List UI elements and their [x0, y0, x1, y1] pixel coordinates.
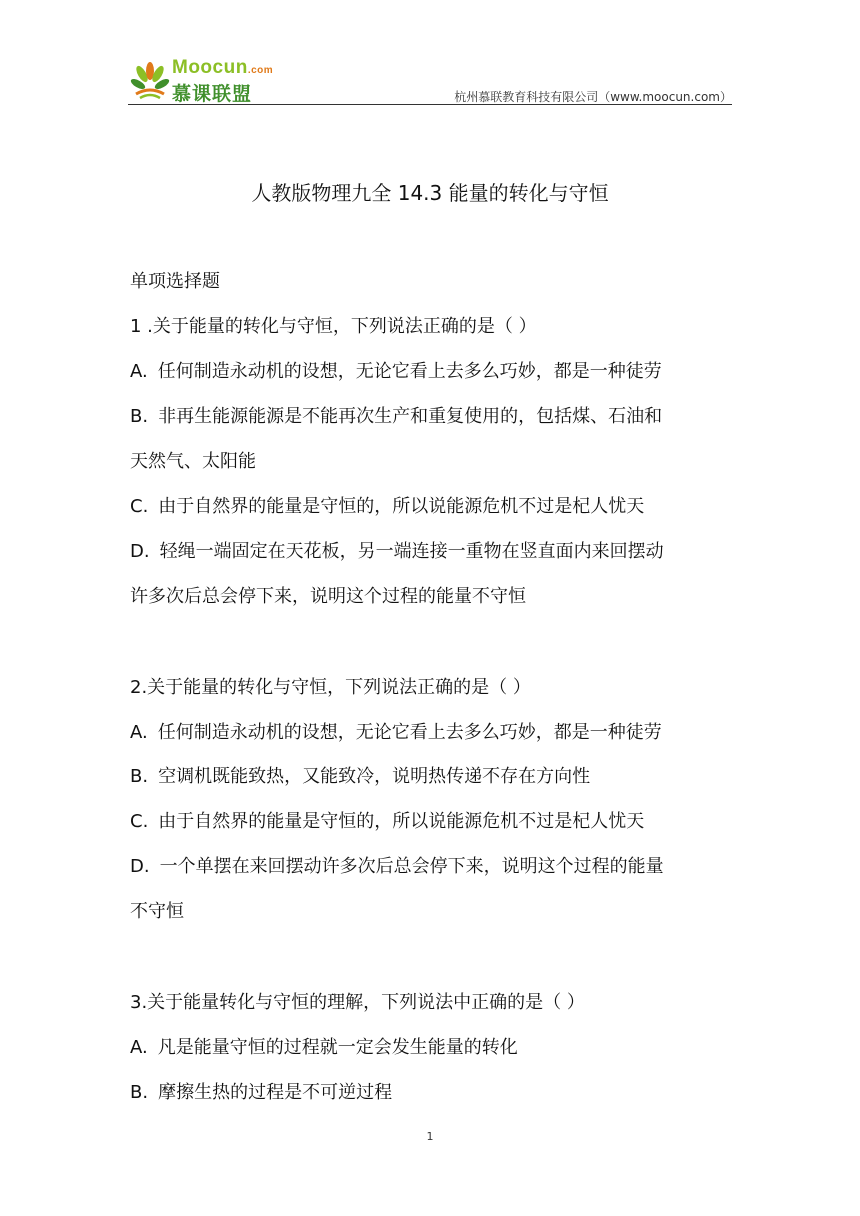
logo-english-text: Moocun.com	[172, 57, 274, 78]
q1-option-d	[130, 540, 664, 564]
option-letter: C.	[130, 496, 149, 517]
option-text: 由于自然界的能量是守恒的，所以说能源危机不过是杞人忧天	[158, 811, 645, 832]
q3-option-a	[130, 1036, 518, 1060]
company-name: 杭州慕联教育科技有限公司（www.moocun.com）	[454, 90, 732, 104]
option-letter: D.	[130, 541, 150, 562]
option-text: 空调机既能致热，又能致冷，说明热传递不存在方向性	[158, 766, 591, 787]
option-text: 非再生能源能源是不能再次生产和重复使用的，包括煤、石油和	[158, 406, 663, 427]
q2-option-d	[130, 855, 664, 879]
question-1-stem: 1 .关于能量的转化与守恒，下列说法正确的是（ ）	[130, 316, 537, 337]
q2-option-d-continued: 不守恒	[130, 901, 184, 922]
option-text: 摩擦生热的过程是不可逆过程	[158, 1082, 393, 1103]
q1-option-a	[130, 360, 662, 384]
q1-option-d-continued: 许多次后总会停下来，说明这个过程的能量不守恒	[130, 586, 526, 607]
question-3-stem: 3.关于能量转化与守恒的理解，下列说法中正确的是（ ）	[130, 992, 585, 1013]
option-text: 任何制造永动机的设想，无论它看上去多么巧妙，都是一种徒劳	[157, 722, 662, 743]
q1-option-c	[130, 495, 644, 519]
option-letter: B.	[130, 1082, 149, 1103]
option-text: 任何制造永动机的设想，无论它看上去多么巧妙，都是一种徒劳	[157, 361, 662, 382]
option-letter: A.	[130, 722, 148, 743]
q2-option-b	[130, 765, 590, 789]
header-divider	[128, 104, 732, 105]
option-text: 一个单摆在来回摆动许多次后总会停下来，说明这个过程的能量	[159, 856, 664, 877]
option-letter: A.	[130, 1037, 148, 1058]
document-title: 人教版物理九全 14.3 能量的转化与守恒	[251, 181, 609, 205]
page-number: 1	[426, 1130, 434, 1143]
option-text: 凡是能量守恒的过程就一定会发生能量的转化	[157, 1037, 518, 1058]
flower-logo-icon	[130, 62, 170, 100]
q1-option-b	[130, 405, 662, 429]
q2-option-a	[130, 721, 662, 745]
q1-option-b-continued: 天然气、太阳能	[130, 451, 256, 472]
option-letter: C.	[130, 811, 149, 832]
logo-chinese-text: 慕课联盟	[172, 83, 253, 105]
question-2-stem: 2.关于能量的转化与守恒，下列说法正确的是（ ）	[130, 677, 531, 698]
option-letter: B.	[130, 406, 149, 427]
option-letter: B.	[130, 766, 149, 787]
option-letter: D.	[130, 856, 150, 877]
logo-com-suffix: .com	[247, 65, 274, 76]
page-header	[128, 56, 732, 106]
q3-option-b	[130, 1081, 392, 1105]
option-text: 轻绳一端固定在天花板，另一端连接一重物在竖直面内来回摆动	[159, 541, 664, 562]
option-text: 由于自然界的能量是守恒的，所以说能源危机不过是杞人忧天	[158, 496, 645, 517]
option-letter: A.	[130, 361, 148, 382]
q2-option-c	[130, 810, 644, 834]
section-heading: 单项选择题	[130, 271, 220, 292]
moocun-logo	[128, 56, 288, 105]
